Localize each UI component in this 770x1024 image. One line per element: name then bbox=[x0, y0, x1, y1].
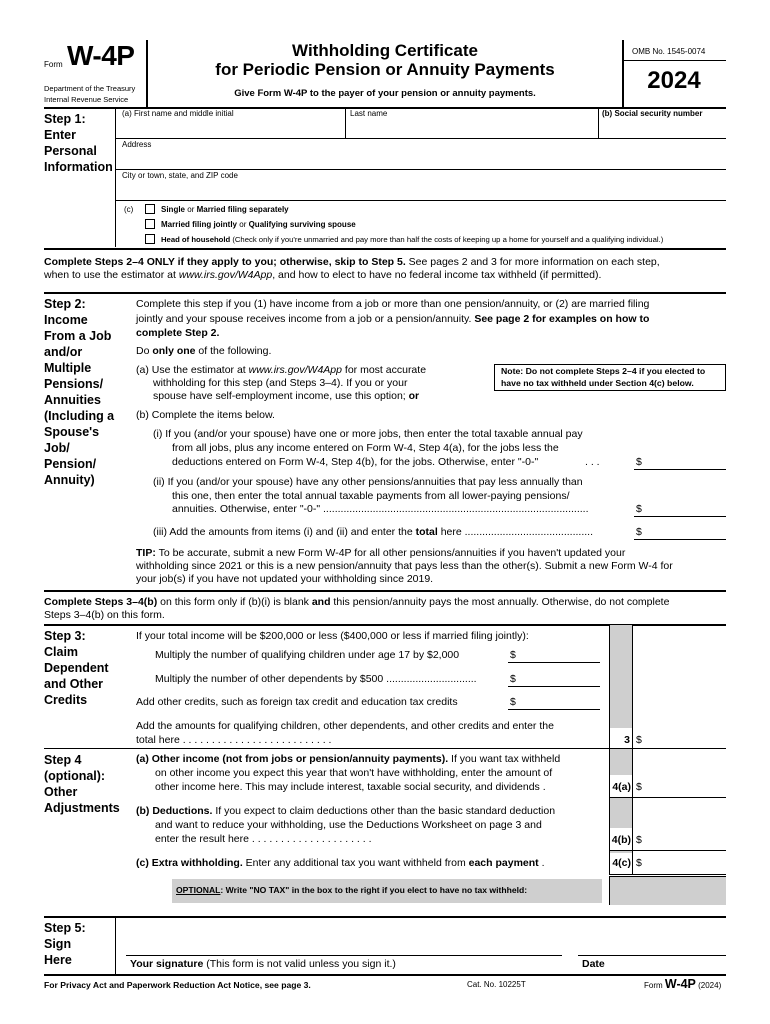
date-label: Date bbox=[582, 958, 605, 970]
step3-title: Step 3: Claim Dependent and Other Credits bbox=[44, 629, 109, 707]
children-dollar: $ bbox=[510, 649, 516, 661]
step4a-input[interactable] bbox=[645, 777, 725, 795]
step4a-line1 bbox=[136, 753, 560, 766]
complete-steps-line2 bbox=[44, 269, 734, 282]
steps34-line2: Steps 3–4(b) on this form. bbox=[44, 609, 165, 621]
steps34-note bbox=[44, 596, 734, 622]
ssn-divider bbox=[598, 107, 599, 138]
others-input[interactable] bbox=[508, 686, 600, 687]
other-credits-line: Add other credits, such as foreign tax credit and education tax credits bbox=[136, 696, 458, 708]
form-word: Form bbox=[44, 60, 63, 69]
form-subtitle: Give Form W-4P to the payer of your pension or annuity payments. bbox=[234, 88, 536, 99]
joint-checkbox[interactable] bbox=[145, 219, 155, 229]
steps34-bold-a: Complete Steps 3–4(b) bbox=[44, 596, 158, 608]
omb-number: OMB No. 1545-0074 bbox=[632, 47, 706, 56]
option-a-3b: or bbox=[408, 390, 420, 402]
do-only-c: of the following. bbox=[195, 345, 272, 357]
item-i-line3: deductions entered on Form W-4, Step 4(b), for the jobs. Otherwise, enter "-0-" bbox=[172, 456, 539, 468]
others-line: Multiply the number of other dependents by $500 ............................... bbox=[155, 673, 477, 685]
item-iii-a: (iii) Add the amounts from items (i) and (ii) and enter the bbox=[153, 526, 416, 538]
privacy-notice: For Privacy Act and Paperwork Reduction Act Notice, see page 3. bbox=[44, 980, 311, 990]
city-input[interactable] bbox=[118, 181, 722, 199]
option-a-line1 bbox=[136, 364, 426, 377]
other-credits-dollar: $ bbox=[510, 696, 516, 708]
option-b-intro: (b) Complete the items below. bbox=[136, 409, 275, 421]
address-label: Address bbox=[122, 140, 152, 149]
step4a-line2: on other income you expect this year that won't have withholding, enter the amount of bbox=[155, 767, 553, 779]
complete-steps-line2-a: when to use the estimator at bbox=[44, 269, 179, 281]
do-only-b: only one bbox=[152, 345, 196, 357]
irs: Internal Revenue Service bbox=[44, 95, 129, 104]
step1-row-rule-3 bbox=[115, 200, 726, 201]
step5-title: Step 5: Sign Here bbox=[44, 921, 86, 967]
estimator-link[interactable]: www.irs.gov/W4App bbox=[178, 269, 273, 281]
item-i-input[interactable] bbox=[634, 469, 726, 470]
tax-year: 2024 bbox=[647, 67, 701, 94]
form-title-line1: Withholding Certificate bbox=[292, 41, 478, 60]
surviving-spouse-text: Qualifying surviving spouse bbox=[248, 220, 356, 229]
step2-title: Step 2: Income From a Job and/or Multiple Pensions/ Annuities (Including a Spouse's Job/ Pension/ Annuity) bbox=[44, 297, 115, 487]
step3-total-dollar: $ bbox=[636, 734, 642, 746]
option-a-3a: spouse have self-employment income, use this option; bbox=[153, 390, 409, 402]
step4b-rest: If you expect to claim deductions other than the basic standard deduction bbox=[212, 805, 556, 817]
step4a-shaded bbox=[610, 749, 632, 775]
form-number: W-4P bbox=[67, 40, 135, 71]
step4c-rest: Enter any additional tax you want withheld from bbox=[242, 857, 469, 869]
step4-bottom-rule bbox=[44, 916, 726, 918]
single-label bbox=[161, 205, 289, 214]
first-name-input[interactable] bbox=[118, 120, 345, 138]
tip-line3: your job(s) if you have not updated your withholding since 2019. bbox=[136, 573, 434, 585]
step3-total-line1: Add the amounts for qualifying children, other dependents, and other credits and enter the bbox=[136, 720, 554, 732]
no-tax-box[interactable] bbox=[609, 876, 726, 905]
step4b-line2: and want to reduce your withholding, use the Deductions Worksheet on page 3 and bbox=[155, 819, 542, 831]
step4c-each-payment: each payment bbox=[468, 857, 539, 869]
item-i-line2: from all jobs, plus any income entered on Form W-4, Step 4(a), for the jobs less the bbox=[172, 442, 559, 454]
item-ii-dollar: $ bbox=[636, 503, 642, 515]
separately-text: Married filing separately bbox=[196, 205, 289, 214]
step4c-rule bbox=[609, 874, 726, 875]
item-iii-c: here ............................................ bbox=[437, 526, 593, 538]
form-title-line2: for Periodic Pension or Annuity Payments bbox=[215, 60, 555, 79]
item-ii-input[interactable] bbox=[634, 516, 726, 517]
hoh-note: (Check only if you're unmarried and pay more than half the costs of keeping up a home for yourself and a qualifying individual.) bbox=[230, 235, 664, 244]
city-label: City or town, state, and ZIP code bbox=[122, 171, 238, 180]
date-line[interactable] bbox=[578, 955, 726, 956]
address-input[interactable] bbox=[118, 150, 722, 168]
filing-status-letter: (c) bbox=[124, 205, 134, 214]
item-iii-line bbox=[153, 526, 593, 539]
option-a-line2: withholding for this step (and Steps 3–4). If you or your bbox=[153, 377, 408, 389]
step4c-number: 4(c) bbox=[612, 857, 631, 869]
step3-intro: If your total income will be $200,000 or less ($400,000 or less if married filing jointly): bbox=[136, 630, 529, 642]
step4b-line1 bbox=[136, 805, 555, 818]
ssn-label: (b) Social security number bbox=[602, 109, 703, 118]
tip-line1 bbox=[136, 547, 625, 560]
step4b-rule bbox=[609, 850, 726, 851]
hoh-checkbox[interactable] bbox=[145, 234, 155, 244]
note-box bbox=[494, 364, 726, 391]
optional-rest: : Write "NO TAX" in the box to the right if you elect to have no tax withheld: bbox=[220, 885, 528, 895]
step4b-dollar: $ bbox=[636, 834, 642, 846]
item-iii-dollar: $ bbox=[636, 526, 642, 538]
omb-divider bbox=[622, 60, 726, 61]
step1-row-rule-1 bbox=[115, 138, 726, 139]
item-ii-line1: (ii) If you (and/or your spouse) have any other pensions/annuities that pay less annually than bbox=[153, 476, 583, 488]
joint-or: or bbox=[237, 220, 249, 229]
tip-text: To be accurate, submit a new Form W-4P for all other pensions/annuities if you haven't updated your bbox=[155, 547, 626, 559]
ssn-input[interactable] bbox=[600, 120, 726, 138]
step4c-line bbox=[136, 857, 545, 870]
optional-label: OPTIONAL bbox=[176, 885, 221, 895]
joint-text: Married filing jointly bbox=[161, 220, 238, 229]
last-name-input[interactable] bbox=[348, 120, 596, 138]
tip-label: TIP: bbox=[136, 547, 156, 559]
signature-label bbox=[130, 958, 396, 971]
step1-title: Step 1: Enter Personal Information bbox=[44, 112, 113, 174]
steps34-rest-a: on this form only if (b)(i) is blank bbox=[157, 596, 312, 608]
single-or: or bbox=[185, 205, 197, 214]
step2-top-rule bbox=[44, 292, 726, 294]
single-text: Single bbox=[161, 205, 186, 214]
hoh-text: Head of household bbox=[161, 235, 231, 244]
signature-bold: Your signature bbox=[130, 958, 204, 970]
step2-intro-2 bbox=[136, 313, 649, 326]
note-line1: Note: Do not complete Steps 2–4 if you elected to bbox=[501, 366, 706, 376]
step3-shaded-col bbox=[610, 625, 632, 728]
joint-label bbox=[161, 220, 356, 229]
children-line: Multiply the number of qualifying children under age 17 by $2,000 bbox=[155, 649, 460, 661]
complete-steps-rest: See pages 2 and 3 for more information on each step, bbox=[405, 256, 660, 268]
footer-form-number: W-4P bbox=[664, 977, 696, 991]
footer-form-id bbox=[644, 977, 721, 991]
option-a-line3 bbox=[153, 390, 419, 403]
item-iii-b: total bbox=[415, 526, 438, 538]
item-ii-line2: this one, then enter the total annual taxable payments from all lower-paying pensions/ bbox=[172, 490, 570, 502]
do-only-a: Do bbox=[136, 345, 153, 357]
complete-steps-line1 bbox=[44, 256, 734, 269]
step4c-shaded bbox=[610, 851, 632, 853]
step4c-input[interactable] bbox=[645, 853, 725, 871]
complete-steps-note bbox=[44, 256, 734, 282]
step1-row-rule-2 bbox=[115, 169, 726, 170]
do-only-one bbox=[136, 345, 271, 358]
department: Department of the Treasury bbox=[44, 84, 136, 93]
hoh-label bbox=[161, 235, 663, 244]
step4b-line3: enter the result here . . . . . . . . . . . . . . . . . . . . . bbox=[155, 833, 372, 845]
step4b-number: 4(b) bbox=[611, 834, 631, 846]
step4c-dollar: $ bbox=[636, 857, 642, 869]
footer-form-year: (2024) bbox=[695, 981, 722, 990]
steps34-rest-b: this pension/annuity pays the most annually. Otherwise, do not complete bbox=[330, 596, 670, 608]
step4a-number: 4(a) bbox=[612, 781, 631, 793]
item-i-line1: (i) If you (and/or your spouse) have one or more jobs, then enter the total taxable annual pay bbox=[153, 428, 583, 440]
item-ii-line3: annuities. Otherwise, enter "-0-" ........................................................................................... bbox=[172, 503, 589, 515]
step2-intro-2-text: jointly and your spouse receives income from a job or a pension/annuity. bbox=[136, 313, 475, 325]
step4a-rule bbox=[609, 797, 726, 798]
step2-intro-2-bold: See page 2 for examples on how to bbox=[474, 313, 650, 325]
step3-total-line2: total here . . . . . . . . . . . . . . . . . . . . . . . . . . bbox=[136, 734, 332, 746]
item-i-dollar: $ bbox=[636, 456, 642, 468]
others-dollar: $ bbox=[510, 673, 516, 685]
step4a-dollar: $ bbox=[636, 781, 642, 793]
footer-form-word: Form bbox=[644, 981, 665, 990]
step2-intro-1: Complete this step if you (1) have income from a job or more than one pension/annuity, or (2) are married filing bbox=[136, 298, 650, 310]
signature-line[interactable] bbox=[126, 955, 562, 956]
step3-total-input[interactable] bbox=[645, 730, 725, 748]
option-a-1b: for most accurate bbox=[342, 364, 427, 376]
signature-rest: (This form is not valid unless you sign it.) bbox=[203, 958, 396, 970]
step4c-dot: . bbox=[538, 857, 545, 869]
catalog-number: Cat. No. 10225T bbox=[467, 980, 526, 989]
step4a-bold: (a) Other income (not from jobs or pension/annuity payments). bbox=[136, 753, 449, 765]
step4b-bold: (b) Deductions. bbox=[136, 805, 213, 817]
item-i-dots: . . . bbox=[585, 456, 600, 468]
single-checkbox[interactable] bbox=[145, 204, 155, 214]
item-iii-input[interactable] bbox=[634, 539, 726, 540]
note-line2: have no tax withheld under Section 4(c) below. bbox=[501, 378, 694, 388]
step4a-line3: other income here. This may include interest, taxable social security, and dividends . bbox=[155, 781, 546, 793]
complete-steps-line2-b: , and how to elect to have no federal income tax withheld (if permitted). bbox=[272, 269, 602, 281]
step1-bottom-rule bbox=[44, 248, 726, 250]
complete-steps-bold: Complete Steps 2–4 ONLY if they apply to you; otherwise, skip to Step 5. bbox=[44, 256, 406, 268]
option-a-link[interactable]: www.irs.gov/W4App bbox=[248, 364, 342, 376]
tip-line2: withholding since 2021 or this is a new pension/annuity that pays less than the other(s). Submit a new Form W-4 for bbox=[136, 560, 673, 572]
step1-divider bbox=[115, 107, 116, 247]
step4c-bold: (c) Extra withholding. bbox=[136, 857, 243, 869]
steps34-bold-b: and bbox=[311, 596, 331, 608]
step2-intro-3: complete Step 2. bbox=[136, 327, 220, 339]
step3-line-number: 3 bbox=[624, 734, 630, 746]
optional-no-tax-text bbox=[176, 885, 527, 895]
step4-amount-col-mid bbox=[632, 748, 633, 875]
option-a-1a: (a) Use the estimator at bbox=[136, 364, 249, 376]
first-name-label: (a) First name and middle initial bbox=[122, 109, 234, 118]
children-input[interactable] bbox=[508, 662, 600, 663]
step4a-rest: If you want tax withheld bbox=[448, 753, 561, 765]
step4b-input[interactable] bbox=[645, 830, 725, 848]
name-divider bbox=[345, 107, 346, 138]
step5-divider bbox=[115, 916, 116, 974]
step5-bottom-rule bbox=[44, 974, 726, 976]
step2-bottom-rule bbox=[44, 590, 726, 592]
last-name-label: Last name bbox=[350, 109, 388, 118]
step4b-shaded bbox=[610, 798, 632, 828]
step4-title: Step 4 (optional): Other Adjustments bbox=[44, 753, 120, 815]
step3-amount-col-mid bbox=[632, 624, 633, 748]
other-credits-input[interactable] bbox=[508, 709, 600, 710]
steps34-line1 bbox=[44, 596, 734, 609]
